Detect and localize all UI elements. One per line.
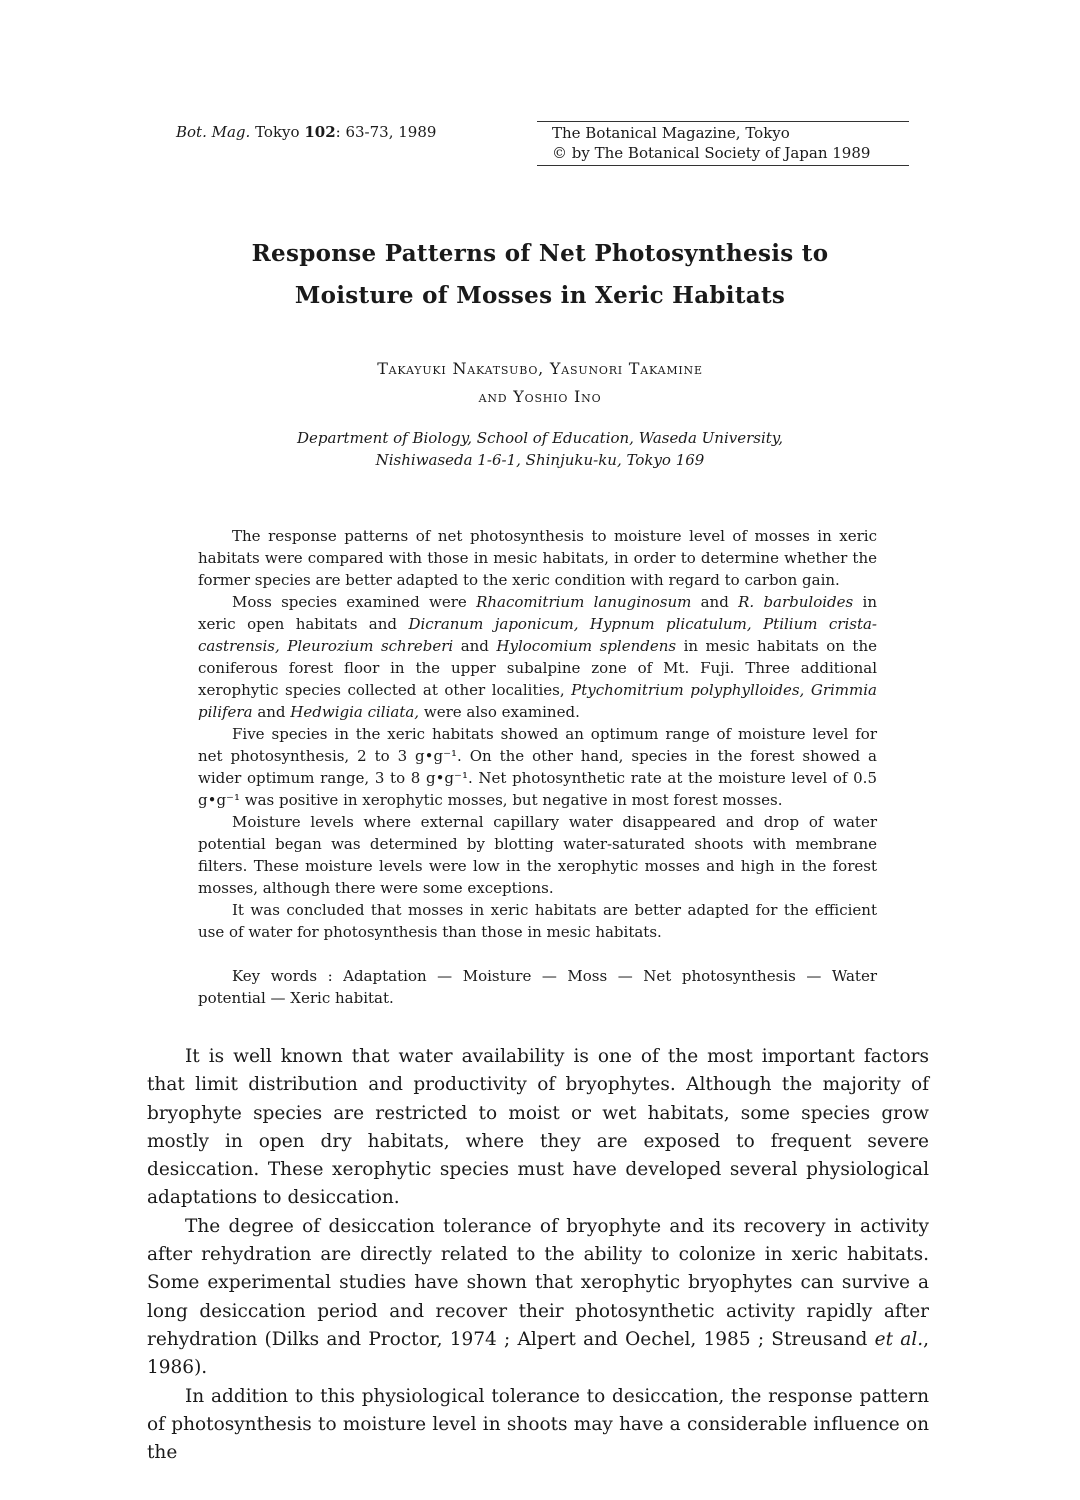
publisher-box	[537, 121, 909, 166]
title-line-1: Response Patterns of Net Photosynthesis to	[251, 240, 829, 267]
abstract-p2-species-3: Dicranum japonicum, Hypnum plicatulum, Ptilium crista-castrensis, Pleurozium schreberi	[198, 615, 877, 655]
abstract-p2-text-5: in mesic habitats on the coniferous forest floor in the upper subalpine zone of Mt. Fuji. Three additional xerophytic species collected at other localities,	[198, 637, 877, 699]
body-paragraph-2	[147, 1213, 929, 1383]
affiliation-line-1: Department of Biology, School of Education, Waseda University,	[296, 429, 784, 447]
abstract-p2-text-3: in xeric open habitats and	[198, 593, 877, 633]
abstract-p2-species-6: Hedwigia ciliata,	[290, 703, 420, 721]
journal-citation	[176, 123, 436, 141]
body-text	[147, 1043, 929, 1467]
body-paragraph-1: It is well known that water availability is one of the most important factors that limit distribution and productivity of bryophytes. Although the majority of bryophyte species are restricted to moist or wet habitats, some species grow mostly in open dry habitats, where they are exposed to frequent severe desiccation. These xerophytic species must have developed several physiological adaptations to desiccation.	[147, 1046, 929, 1209]
body-p2-text-1: The degree of desiccation tolerance of bryophyte and its recovery in activity after rehydration are directly related to the ability to colonize in xeric habitats. Some experimental studies have shown that xerophytic bryophytes can survive a long desiccation period and recover their photosynthetic activity rapidly after rehydration (Dilks and Proctor, 1974 ; Alpert and Oechel, 1985 ; Streusand	[147, 1215, 929, 1350]
abstract-paragraph-2	[198, 591, 877, 723]
abstract-p2-text-4: and	[453, 637, 497, 655]
abstract-p2-species-1: Rhacomitrium lanuginosum	[476, 593, 692, 611]
abstract-p2-text-2: and	[691, 593, 739, 611]
journal-abbrev: Bot. Mag.	[176, 123, 251, 141]
abstract-p2-species-4: Hylocomium splendens	[496, 637, 677, 655]
authors-line-1: Takayuki Nakatsubo, Yasunori Takamine	[377, 359, 703, 378]
abstract-p2-species-2: R. barbuloides	[738, 593, 854, 611]
journal-volume: 102	[304, 123, 336, 141]
publisher-rule-bottom	[537, 165, 909, 166]
affiliation-line-2: Nishiwaseda 1-6-1, Shinjuku-ku, Tokyo 169	[375, 451, 705, 469]
journal-pages-year: : 63-73, 1989	[335, 123, 437, 141]
title-line-2: Moisture of Mosses in Xeric Habitats	[294, 282, 786, 309]
abstract-p2-text-6: and	[252, 703, 291, 721]
paper-title	[180, 233, 900, 317]
authors-line-2: and Yoshio Ino	[478, 387, 602, 406]
keywords: Key words : Adaptation — Moisture — Moss — Net photosynthesis — Water potential — Xeric habitat.	[198, 967, 877, 1007]
body-p2-etal: et al.	[874, 1328, 924, 1350]
affiliation	[180, 427, 900, 471]
body-p2-text-2: , 1986).	[147, 1328, 930, 1379]
journal-city: Tokyo	[255, 123, 300, 141]
abstract-paragraph-4: Moisture levels where external capillary water disappeared and drop of water potential began was determined by blotting water-saturated shoots with membrane filters. These moisture levels were low in the xerophytic mosses and high in the forest mosses, although there were some exceptions.	[198, 813, 877, 897]
abstract-p2-text-7: were also examined.	[419, 703, 580, 721]
publisher-line-1: The Botanical Magazine, Tokyo	[552, 124, 790, 142]
abstract-paragraph-1: The response patterns of net photosynthesis to moisture level of mosses in xeric habitats were compared with those in mesic habitats, in order to determine whether the former species are better adapted to the xeric condition with regard to carbon gain.	[198, 527, 877, 589]
abstract-p2-species-5: Ptychomitrium polyphylloides, Grimmia pilifera	[198, 681, 877, 721]
abstract-p2-text-1: Moss species examined were	[232, 593, 477, 611]
abstract-paragraph-3: Five species in the xeric habitats showed an optimum range of moisture level for net photosynthesis, 2 to 3 g•g⁻¹. On the other hand, species in the forest showed a wider optimum range, 3 to 8 g•g⁻¹. Net photosynthetic rate at the moisture level of 0.5 g•g⁻¹ was positive in xerophytic mosses, but negative in most forest mosses.	[198, 725, 877, 809]
body-paragraph-3: In addition to this physiological tolerance to desiccation, the response pattern of photosynthesis to moisture level in shoots may have a considerable influence on the	[147, 1385, 929, 1464]
abstract	[198, 525, 877, 943]
publisher-line-2: © by The Botanical Society of Japan 1989	[552, 144, 871, 162]
abstract-paragraph-5: It was concluded that mosses in xeric habitats are better adapted for the efficient use of water for photosynthesis than those in mesic habitats.	[198, 901, 877, 941]
publisher-rule-top	[537, 121, 909, 122]
authors	[180, 355, 900, 411]
